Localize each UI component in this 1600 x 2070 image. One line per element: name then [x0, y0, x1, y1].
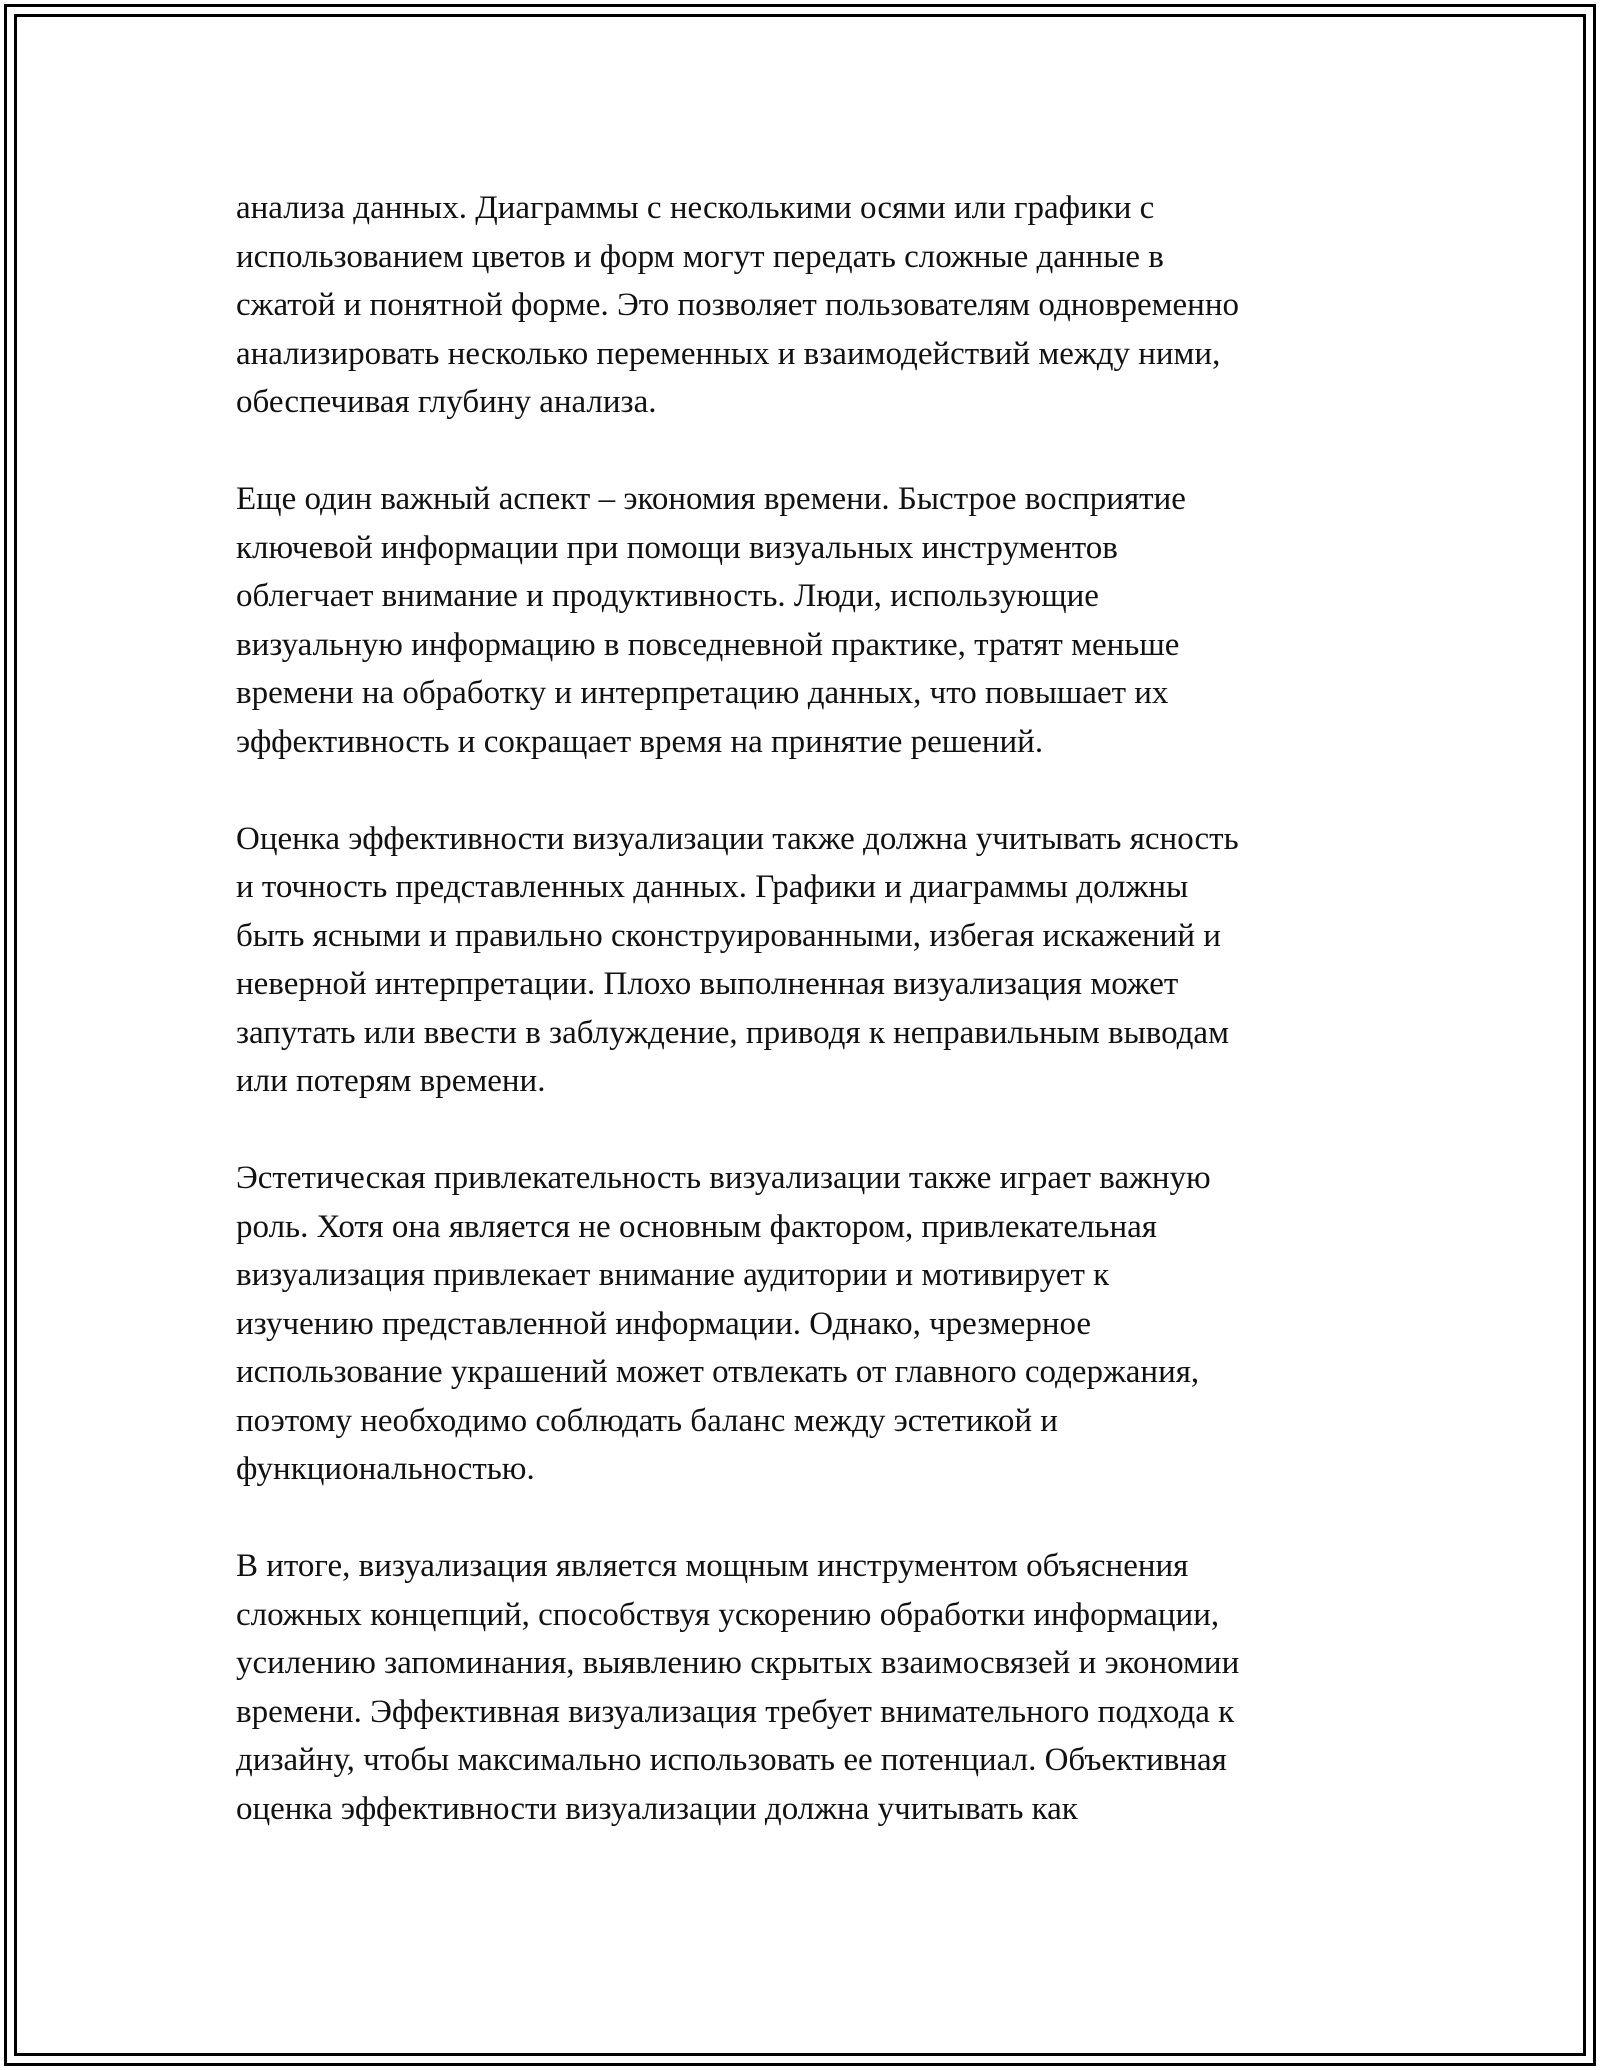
- text-line: неверной интерпретации. Плохо выполненная визуализация может: [236, 966, 1179, 1002]
- text-line: роль. Хотя она является не основным фактором, привлекательная: [236, 1208, 1157, 1245]
- text-line: визуальную информацию в повседневной практике, тратят меньше: [236, 626, 1180, 663]
- text-line: обеспечивая глубину анализа.: [236, 384, 657, 420]
- text-line: поэтому необходимо соблюдать баланс между эстетикой и: [236, 1402, 1058, 1439]
- text-line: ключевой информации при помощи визуальных инструментов: [236, 529, 1118, 566]
- text-line: функциональностью.: [236, 1451, 535, 1487]
- text-line: анализировать несколько переменных и взаимодействий между ними,: [236, 335, 1221, 372]
- text-line: сжатой и понятной форме. Это позволяет пользователям одновременно: [236, 287, 1240, 323]
- text-line: использованием цветов и форм могут передать сложные данные в: [236, 238, 1164, 275]
- text-line: усилению запоминания, выявлению скрытых взаимосвязей и экономии: [236, 1645, 1240, 1681]
- text-line: анализа данных. Диаграммы с несколькими осями или графики с: [236, 190, 1155, 226]
- text-line: времени на обработку и интерпретацию данных, что повышает их: [236, 675, 1169, 711]
- text-line: времени. Эффективная визуализация требует внимательного подхода к: [236, 1693, 1235, 1730]
- text-line: облегчает внимание и продуктивность. Люди, использующие: [236, 578, 1099, 614]
- text-line: визуализация привлекает внимание аудитории и мотивирует к: [236, 1257, 1110, 1293]
- text-line: оценка эффективности визуализации должна учитывать как: [236, 1790, 1078, 1827]
- paragraph: [236, 475, 1366, 766]
- text-line: сложных концепций, способствуя ускорению обработки информации,: [236, 1596, 1220, 1633]
- paragraph: [236, 1154, 1366, 1494]
- text-line: Эстетическая привлекательность визуализации также играет важную: [236, 1160, 1211, 1196]
- text-line: или потерям времени.: [236, 1063, 546, 1099]
- text-line: эффективность и сокращает время на принятие решений.: [236, 723, 1044, 760]
- text-line: В итоге, визуализация является мощным инструментом объяснения: [236, 1548, 1189, 1584]
- text-line: дизайну, чтобы максимально использовать ее потенциал. Объективная: [236, 1742, 1227, 1778]
- text-line: Еще один важный аспект – экономия времени. Быстрое восприятие: [236, 481, 1186, 517]
- text-line: запутать или ввести в заблуждение, приводя к неправильным выводам: [236, 1014, 1229, 1051]
- text-line: использование украшений может отвлекать от главного содержания,: [236, 1354, 1200, 1390]
- paragraph: [236, 1542, 1366, 1833]
- text-line: Оценка эффективности визуализации также должна учитывать ясность: [236, 820, 1239, 857]
- paragraph: [236, 184, 1366, 427]
- text-line: и точность представленных данных. Графики и диаграммы должны: [236, 869, 1189, 905]
- document-body: [236, 184, 1366, 1833]
- text-line: быть ясными и правильно сконструированными, избегая искажений и: [236, 917, 1221, 954]
- paragraph: [236, 815, 1366, 1106]
- text-line: изучению представленной информации. Однако, чрезмерное: [236, 1305, 1092, 1342]
